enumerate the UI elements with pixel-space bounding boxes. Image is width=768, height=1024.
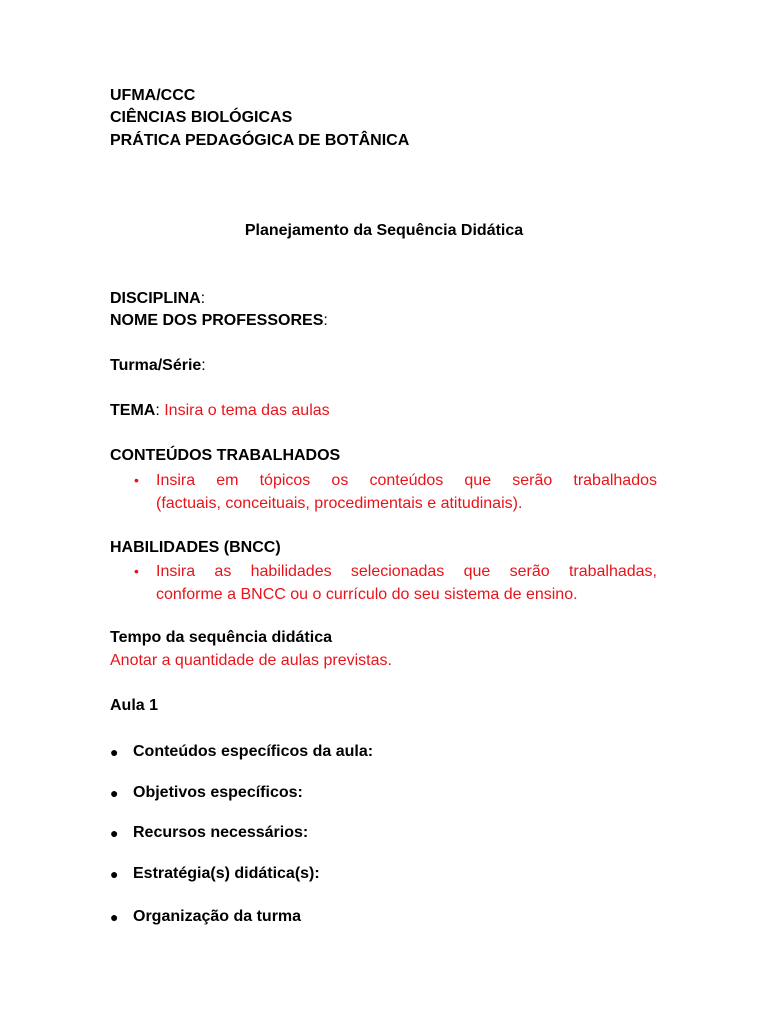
aula-heading: Aula 1 [110,697,159,714]
conteudos-bullet-line1: Insira em tópicos os conteúdos que serão trabalhados [156,472,657,489]
header-course: CIÊNCIAS BIOLÓGICAS [110,109,293,126]
conteudos-heading: CONTEÚDOS TRABALHADOS [110,447,341,464]
document-title: Planejamento da Sequência Didática [244,222,524,239]
tema-placeholder: Insira o tema das aulas [164,402,330,419]
header-discipline: PRÁTICA PEDAGÓGICA DE BOTÂNICA [110,132,410,149]
professores-field [110,310,328,332]
disciplina-label: DISCIPLINA [110,290,201,307]
header-institution: UFMA/CCC [110,87,196,104]
turma-field [110,355,206,377]
colon: : [155,402,160,419]
aula-item-conteudos: Conteúdos específicos da aula: [133,743,374,760]
aula-bullet-icon: ● [110,744,119,760]
habilidades-bullet-line1: Insira as habilidades selecionadas que serão trabalhadas, [156,563,657,580]
conteudos-bullet-line2: (factuais, conceituais, procedimentais e atitudinais). [156,495,523,512]
colon: : [201,357,206,374]
aula-bullet-icon: ● [110,909,119,925]
aula-bullet-icon: ● [110,785,119,801]
tempo-heading: Tempo da sequência didática [110,629,332,646]
colon: : [200,290,206,307]
conteudos-bullet-icon: • [134,472,139,488]
aula-bullet-icon: ● [110,866,119,882]
aula-item-organizacao: Organização da turma [133,908,302,925]
aula-bullet-icon: ● [110,825,119,841]
habilidades-bullet-icon: • [134,563,139,579]
conteudos-bullet-text [156,469,657,515]
habilidades-bullet-line2: conforme a BNCC ou o currículo do seu sistema de ensino. [156,586,578,603]
colon: : [323,312,328,329]
tempo-note: Anotar a quantidade de aulas previstas. [110,652,392,669]
tema-label: TEMA [110,402,156,419]
professores-label: NOME DOS PROFESSORES [110,312,324,329]
aula-item-recursos: Recursos necessários: [133,824,309,841]
turma-label: Turma/Série [110,357,202,374]
habilidades-heading: HABILIDADES (BNCC) [110,539,281,556]
aula-item-objetivos: Objetivos específicos: [133,784,303,801]
disciplina-field [110,288,205,310]
tema-field [110,400,330,422]
habilidades-bullet-text [156,560,657,606]
aula-item-estrategias: Estratégia(s) didática(s): [133,865,320,882]
